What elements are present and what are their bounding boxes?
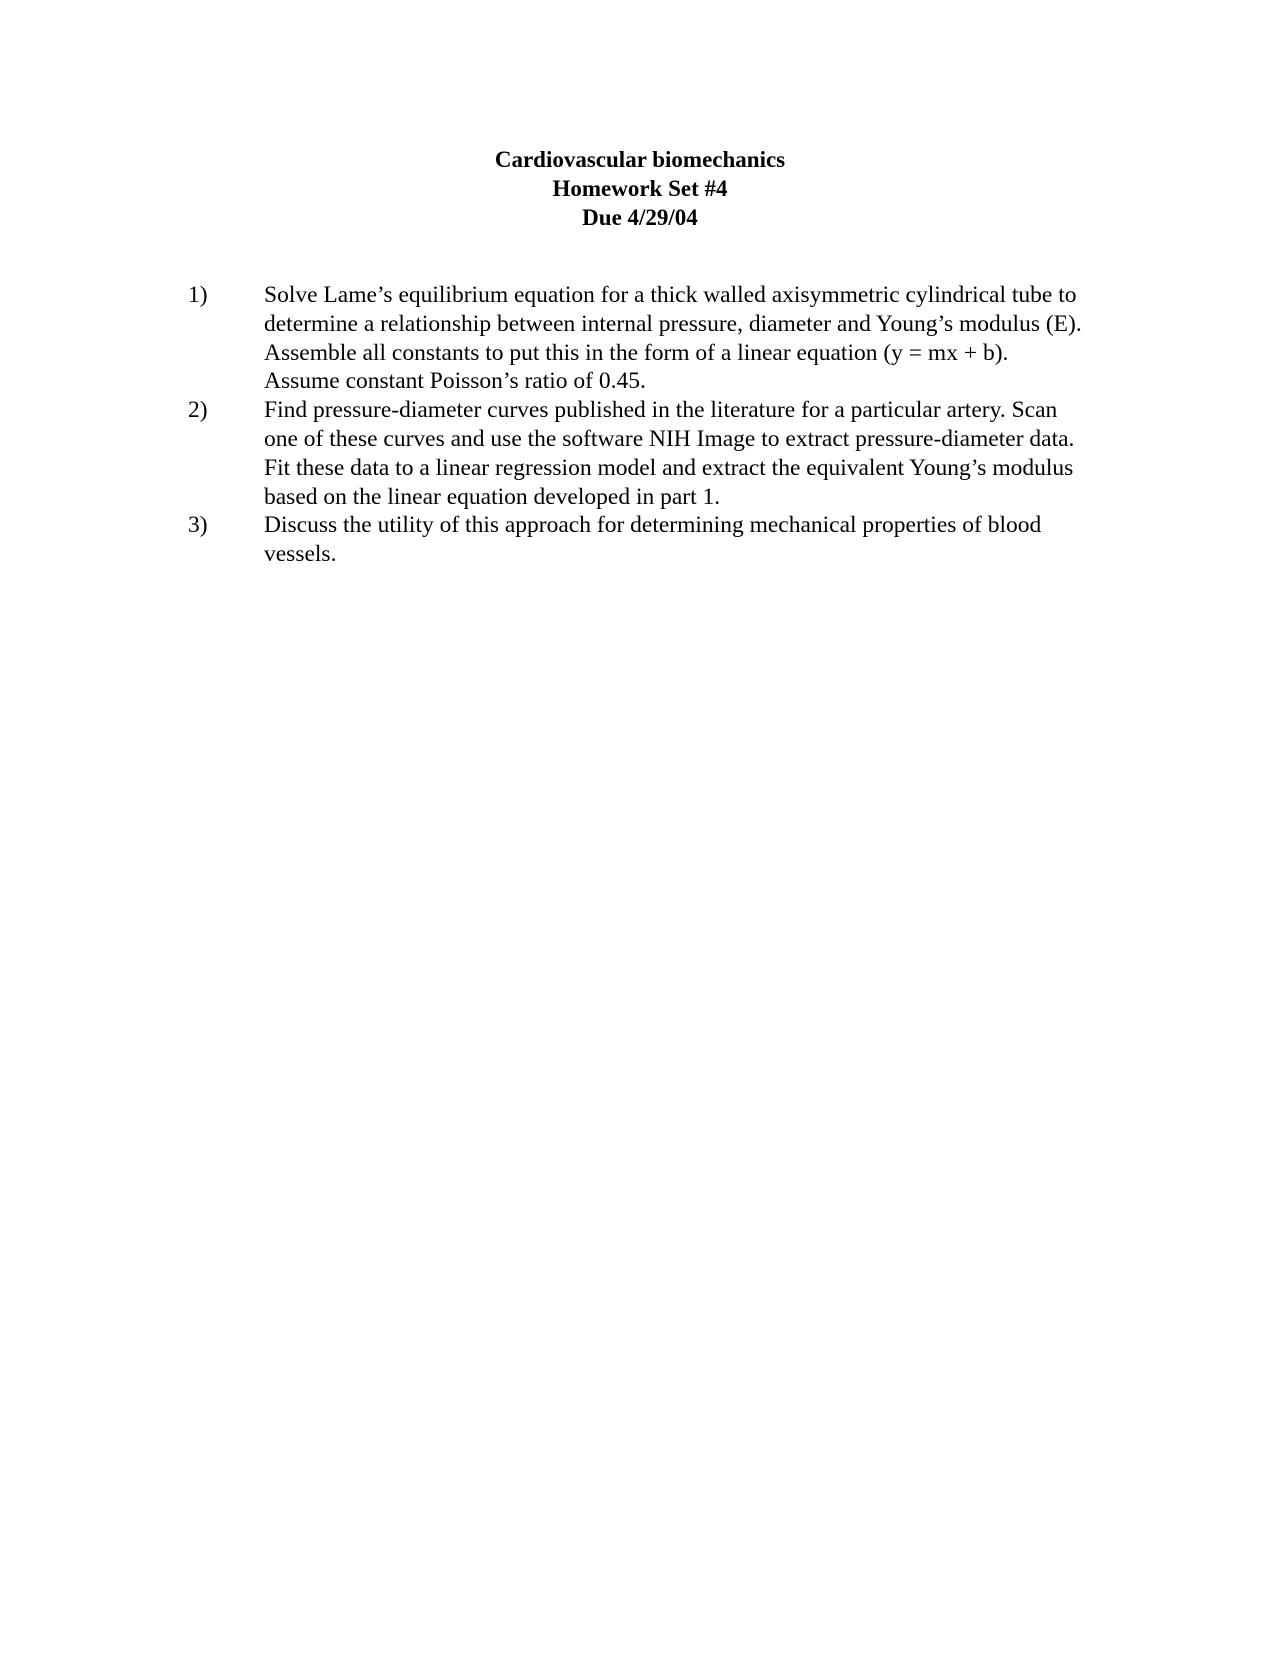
due-date: Due 4/29/04 bbox=[582, 205, 698, 230]
problem-text: Discuss the utility of this approach for determining mechanical properties of blood vessels. bbox=[264, 512, 1042, 568]
problem-text: Find pressure-diameter curves published in the literature for a particular artery. Scan one of these curves and use the software NIH Image to extract pressure-diameter data. Fit these data to a linear regression model and extract the equivalent Young’s modulus based on the linear equation developed in part 1. bbox=[264, 397, 1075, 510]
problem-text: Solve Lame’s equilibrium equation for a thick walled axisymmetric cylindrical tube to determine a relationship between internal pressure, diameter and Young’s modulus (E). Assemble all constants to put this in the form of a linear equation (y = mx + b). Assume constant Poisson’s ratio of 0.45. bbox=[264, 282, 1082, 395]
problem-item-3 bbox=[188, 511, 1088, 569]
course-title: Cardiovascular biomechanics bbox=[494, 147, 786, 172]
problem-number: 2) bbox=[188, 397, 208, 424]
problem-list bbox=[188, 281, 1088, 569]
problem-number: 3) bbox=[188, 512, 208, 539]
assignment-title: Homework Set #4 bbox=[552, 176, 728, 201]
problem-number: 1) bbox=[188, 282, 208, 308]
problem-item-1 bbox=[188, 281, 1088, 396]
problem-item-2 bbox=[188, 396, 1088, 511]
document-header bbox=[0, 145, 1280, 232]
